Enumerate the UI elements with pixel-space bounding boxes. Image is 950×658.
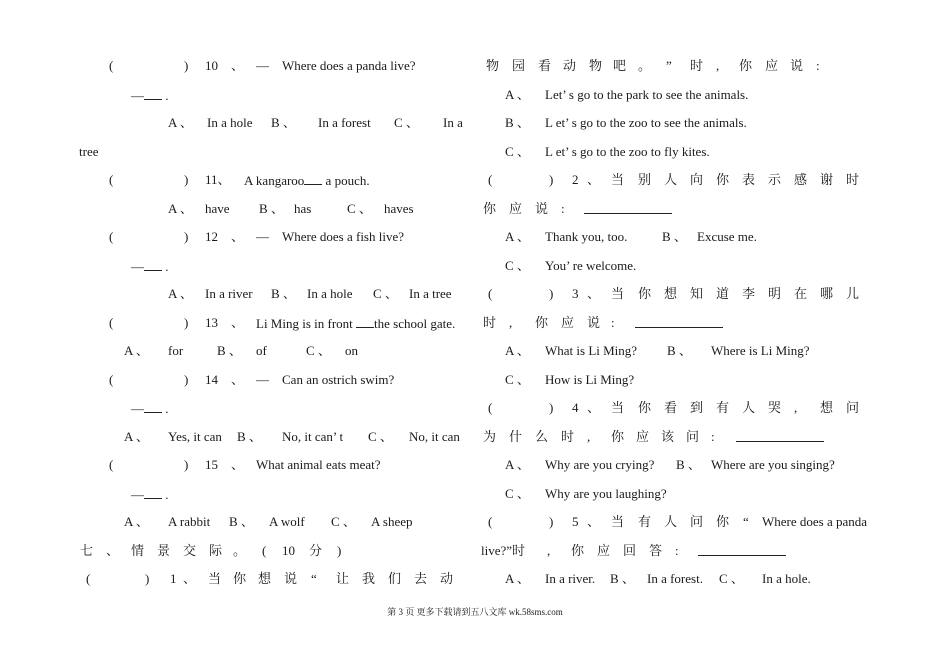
text-char: 你 [483, 201, 497, 216]
text-char: 回 [623, 543, 637, 558]
question-number: 2 [572, 172, 579, 187]
answer-blank[interactable] [144, 400, 162, 413]
heading-char: ( [262, 543, 267, 558]
option-c-label: C 、 [331, 514, 356, 529]
option-b-label: B 、 [610, 571, 635, 586]
answer-line [131, 87, 169, 104]
paren-open: ( [86, 571, 91, 586]
text-char: 人 [664, 172, 678, 187]
option-b: L et’ s go to the zoo to see the animals. [545, 115, 747, 130]
text-char: “ [311, 571, 317, 586]
option-c: L et’ s go to the zoo to fly kites. [545, 144, 710, 159]
text-char: 你 [716, 514, 730, 529]
text-char: , [716, 58, 720, 73]
text-char: 当 [611, 400, 625, 415]
heading-char: 七 [80, 543, 94, 558]
heading-char: 情 [131, 543, 145, 558]
option-b-label: B 、 [676, 457, 701, 472]
text-char: 你 [638, 400, 652, 415]
option-a-label: A 、 [505, 229, 530, 244]
text-char: 看 [664, 400, 678, 415]
option-a: have [205, 201, 230, 216]
option-b-label: B 、 [271, 115, 296, 130]
text-char: 说 [535, 201, 549, 216]
text-char: 。 [638, 58, 652, 73]
text-char: 你 [535, 315, 549, 330]
option-c: on [345, 343, 358, 358]
paren-close: ) [184, 172, 189, 187]
option-b: of [256, 343, 267, 358]
separator: 、 [231, 457, 245, 472]
text-char: 、 [587, 172, 601, 187]
option-c-label: C 、 [505, 486, 530, 501]
question-text: Can an ostrich swim? [282, 372, 395, 387]
answer-blank[interactable] [584, 201, 672, 214]
question-number: 10 [205, 58, 218, 73]
question-number: 14 [205, 372, 218, 387]
heading-char: 分 [309, 543, 323, 558]
heading-char: 、 [106, 543, 120, 558]
text-char: , [547, 543, 551, 558]
text-char: 人 [664, 514, 678, 529]
text-char: : [711, 429, 715, 444]
text-char: 答 [649, 543, 663, 558]
option-a: Thank you, too. [545, 229, 628, 244]
question-text: Where does a fish live? [282, 229, 405, 244]
question-text [256, 315, 455, 332]
text-char: : [675, 543, 679, 558]
text-char: 向 [690, 172, 704, 187]
paren-close: ) [549, 286, 554, 301]
text-char: 让 [336, 571, 350, 586]
paren-open: ( [109, 457, 114, 472]
text-char: 知 [690, 286, 704, 301]
separator: 、 [231, 372, 245, 387]
question-number: 4 [572, 400, 579, 415]
option-a-label: A 、 [505, 457, 530, 472]
text-char: 时 [690, 58, 704, 73]
answer-blank[interactable] [144, 87, 162, 100]
option-c: No, it can [409, 429, 460, 444]
question-text: What animal eats meat? [256, 457, 381, 472]
option-a: What is Li Ming? [545, 343, 638, 358]
dash: — [131, 259, 144, 274]
text-char: 明 [768, 286, 782, 301]
option-c: Why are you laughing? [545, 486, 667, 501]
text-char: 动 [440, 571, 454, 586]
quoted-text-end: live?”时 [481, 543, 526, 558]
option-b-label: B 、 [259, 201, 284, 216]
paren-open: ( [109, 172, 114, 187]
option-b-label: B 、 [229, 514, 254, 529]
option-c: You’ re welcome. [545, 258, 637, 273]
option-b-label: B 、 [662, 229, 687, 244]
text-char: 有 [716, 400, 730, 415]
option-c: haves [384, 201, 414, 216]
text-char: , [587, 429, 591, 444]
text-char: 示 [768, 172, 782, 187]
option-c: In a [443, 115, 463, 130]
question-number: 3 [572, 286, 579, 301]
text-char: 人 [742, 400, 756, 415]
answer-blank[interactable] [698, 543, 786, 556]
text-char: 去 [414, 571, 428, 586]
option-b: In a forest. [647, 571, 703, 586]
text-char: 到 [690, 400, 704, 415]
text-char: 、 [587, 400, 601, 415]
text-char: 应 [561, 315, 575, 330]
text-char: 你 [716, 172, 730, 187]
text-char: 物 [589, 58, 603, 73]
text-char: 当 [611, 286, 625, 301]
option-b: A wolf [269, 514, 305, 529]
paren-open: ( [488, 172, 493, 187]
dash: — [131, 487, 144, 502]
text-char: 时 [483, 315, 497, 330]
question-number: 5 [572, 514, 579, 529]
dash: — [256, 58, 269, 73]
text-part: a pouch. [322, 173, 370, 188]
answer-blank[interactable] [144, 486, 162, 499]
text-char: 想 [258, 571, 272, 586]
option-c: A sheep [371, 514, 413, 529]
text-char: 感 [794, 172, 808, 187]
text-part: A kangaroo [244, 173, 305, 188]
text-char: 应 [509, 201, 523, 216]
text-char: : [611, 315, 615, 330]
option-a: In a river. [545, 571, 596, 586]
paren-close: ) [184, 229, 189, 244]
answer-line [131, 400, 169, 417]
text-char: 想 [820, 400, 834, 415]
option-c-label: C 、 [368, 429, 393, 444]
text-char: 园 [512, 58, 526, 73]
option-a: Let’ s go to the park to see the animals. [545, 87, 749, 102]
text-char: : [816, 58, 820, 73]
period: . [165, 88, 169, 103]
option-b: Where are you singing? [711, 457, 835, 472]
text-char: 儿 [846, 286, 860, 301]
text-char: 、 [587, 286, 601, 301]
text-char: 在 [794, 286, 808, 301]
text-char: 谢 [820, 172, 834, 187]
text-char: 吧 [613, 58, 627, 73]
period: . [165, 259, 169, 274]
paren-open: ( [109, 58, 114, 73]
text-char: 么 [535, 429, 549, 444]
option-a: Why are you crying? [545, 457, 655, 472]
text-char: 你 [638, 286, 652, 301]
period: . [165, 487, 169, 502]
text-char: 物 [486, 58, 500, 73]
option-b: has [294, 201, 312, 216]
text-char: 哭 [768, 400, 782, 415]
text-char: 应 [636, 429, 650, 444]
paren-open: ( [488, 286, 493, 301]
option-c: In a hole. [762, 571, 811, 586]
text-char: 时 [846, 172, 860, 187]
text-char: 道 [716, 286, 730, 301]
option-a-label: A 、 [124, 514, 149, 529]
paren-close: ) [549, 172, 554, 187]
text-char: 该 [661, 429, 675, 444]
text-char: 哪 [820, 286, 834, 301]
text-char: 、 [183, 571, 197, 586]
answer-blank[interactable] [736, 429, 824, 442]
separator: 、 [231, 229, 245, 244]
text-char: 说 [284, 571, 298, 586]
option-b-label: B 、 [505, 115, 530, 130]
question-number: 13 [205, 315, 218, 330]
text-char: 应 [597, 543, 611, 558]
text-char: 李 [742, 286, 756, 301]
text-char: 、 [587, 514, 601, 529]
text-char: : [561, 201, 565, 216]
option-a-label: A 、 [505, 87, 530, 102]
text-char: 说 [790, 58, 804, 73]
quoted-text: Where does a panda [762, 514, 868, 529]
heading-char: 际 [209, 543, 223, 558]
question-text [244, 172, 370, 189]
paren-close: ) [184, 372, 189, 387]
option-c-label: C 、 [505, 372, 530, 387]
option-a: Yes, it can [168, 429, 222, 444]
option-a-label: A 、 [505, 343, 530, 358]
option-b: No, it can’ t [282, 429, 344, 444]
separator: 、 [231, 58, 245, 73]
separator: 、 [231, 315, 245, 330]
page-footer: 第 3 页 更多下载请到五八文库 wk.58sms.com [387, 607, 563, 617]
option-a-label: A 、 [168, 115, 193, 130]
option-b: Excuse me. [697, 229, 757, 244]
option-c-label: C 、 [347, 201, 372, 216]
answer-line [131, 486, 169, 503]
option-a-label: A 、 [124, 429, 149, 444]
text-char: 你 [739, 58, 753, 73]
text-char: , [794, 400, 798, 415]
paren-close: ) [184, 315, 189, 330]
option-b: In a hole [307, 286, 353, 301]
dash: — [256, 229, 269, 244]
text-char: 你 [611, 429, 625, 444]
option-c: In a tree [409, 286, 452, 301]
question-text: Where does a panda live? [282, 58, 416, 73]
text-char: 应 [765, 58, 779, 73]
question-number: 1 [170, 571, 177, 586]
option-a-label: A 、 [124, 343, 149, 358]
question-number: 15 [205, 457, 218, 472]
option-c-label: C 、 [306, 343, 331, 358]
period: . [165, 401, 169, 416]
text-char: “ [743, 514, 749, 529]
option-c-continued: tree [79, 144, 99, 159]
option-b-label: B 、 [271, 286, 296, 301]
answer-blank[interactable] [144, 258, 162, 271]
option-a: In a river [205, 286, 253, 301]
answer-blank[interactable] [356, 315, 374, 328]
text-char: 别 [638, 172, 652, 187]
text-char: ” [666, 58, 672, 73]
paren-open: ( [109, 372, 114, 387]
option-a-label: A 、 [168, 286, 193, 301]
option-c-label: C 、 [719, 571, 744, 586]
option-c-label: C 、 [394, 115, 419, 130]
paren-close: ) [549, 400, 554, 415]
text-char: 问 [846, 400, 860, 415]
option-c-label: C 、 [373, 286, 398, 301]
option-c: How is Li Ming? [545, 372, 635, 387]
option-a-label: A 、 [505, 571, 530, 586]
text-char: 动 [563, 58, 577, 73]
text-char: , [509, 315, 513, 330]
text-char: 看 [538, 58, 552, 73]
heading-char: 。 [233, 543, 247, 558]
option-b-label: B 、 [237, 429, 262, 444]
option-a: In a hole [207, 115, 253, 130]
text-char: 我 [362, 571, 376, 586]
text-char: 你 [233, 571, 247, 586]
text-char: 有 [638, 514, 652, 529]
answer-blank[interactable] [635, 315, 723, 328]
dash: — [131, 401, 144, 416]
dash: — [256, 372, 269, 387]
option-b-label: B 、 [217, 343, 242, 358]
paren-open: ( [109, 315, 114, 330]
paren-open: ( [109, 229, 114, 244]
answer-line [131, 258, 169, 275]
text-char: 你 [571, 543, 585, 558]
option-a-label: A 、 [168, 201, 193, 216]
option-b: Where is Li Ming? [711, 343, 810, 358]
question-number: 12 [205, 229, 218, 244]
option-b-label: B 、 [667, 343, 692, 358]
text-char: 什 [509, 429, 523, 444]
paren-close: ) [145, 571, 150, 586]
text-char: 表 [742, 172, 756, 187]
question-number: 11、 [205, 172, 231, 187]
heading-char: 10 [282, 543, 295, 558]
heading-char: ) [337, 543, 342, 558]
text-part: the school gate. [374, 316, 456, 331]
text-char: 当 [611, 172, 625, 187]
option-a: for [168, 343, 184, 358]
text-char: 问 [686, 429, 700, 444]
heading-char: 交 [183, 543, 197, 558]
dash: — [131, 88, 144, 103]
text-char: 说 [587, 315, 601, 330]
paren-close: ) [184, 58, 189, 73]
paren-close: ) [184, 457, 189, 472]
text-char: 们 [388, 571, 402, 586]
answer-blank[interactable] [304, 172, 322, 185]
text-char: 当 [611, 514, 625, 529]
text-char: 为 [483, 429, 497, 444]
option-b: In a forest [318, 115, 371, 130]
text-part: Li Ming is in front [256, 316, 357, 331]
paren-close: ) [549, 514, 554, 529]
text-char: 当 [208, 571, 222, 586]
heading-char: 景 [157, 543, 171, 558]
paren-open: ( [488, 514, 493, 529]
option-a: A rabbit [168, 514, 211, 529]
text-char: 想 [664, 286, 678, 301]
option-c-label: C 、 [505, 258, 530, 273]
text-char: 时 [561, 429, 575, 444]
paren-open: ( [488, 400, 493, 415]
option-c-label: C 、 [505, 144, 530, 159]
text-char: 问 [690, 514, 704, 529]
